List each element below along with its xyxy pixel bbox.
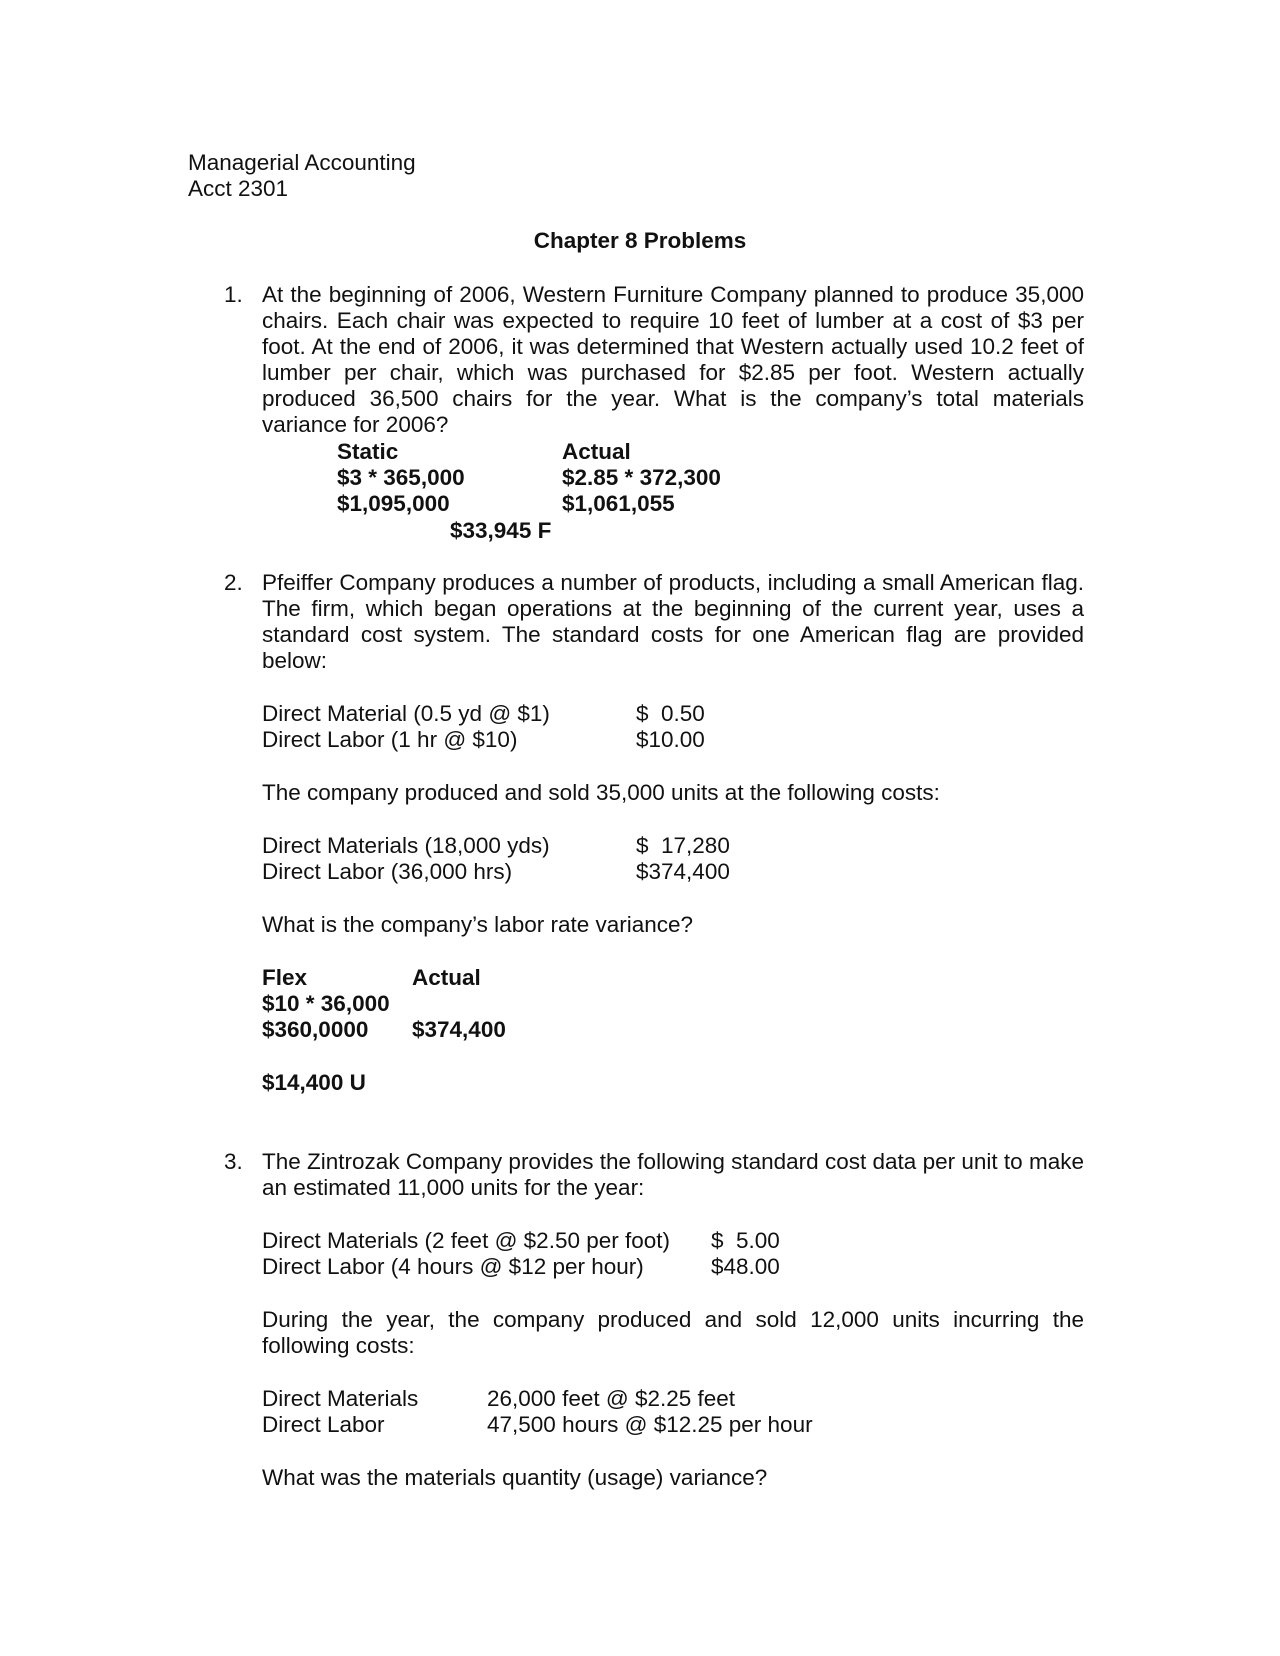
p2-std-value-2: $10.00 bbox=[636, 727, 705, 752]
problem-1-text: At the beginning of 2006, Western Furniture Company planned to produce 35,000 chairs. Each chair was expected to require 10 feet of lumber at a cost of $3 per foot. At the end of 2006, it was determined that Western actually used 10.2 feet of lumber per chair, which was purchased for $2.85 per foot. Western actually produced 36,500 chairs for the year. What is the company’s total materials variance for 2006? bbox=[262, 282, 1084, 437]
p1-actual-header: Actual bbox=[562, 439, 631, 464]
p3-actual-value-1: 26,000 feet @ $2.25 feet bbox=[487, 1386, 736, 1411]
p2-actual-value-1: $ 17,280 bbox=[636, 833, 730, 858]
p3-std-label-2: Direct Labor (4 hours @ $12 per hour) bbox=[262, 1254, 644, 1279]
p2-actual-header: Actual bbox=[412, 965, 481, 990]
p1-actual-calc: $2.85 * 372,300 bbox=[562, 465, 721, 490]
p3-actual-value-2: 47,500 hours @ $12.25 per hour bbox=[487, 1412, 813, 1437]
p2-question: What is the company’s labor rate variance? bbox=[262, 912, 694, 937]
p3-actual-label-2: Direct Labor bbox=[262, 1412, 385, 1437]
p2-actual-label-1: Direct Materials (18,000 yds) bbox=[262, 833, 550, 858]
problem-3-text: The Zintrozak Company provides the following standard cost data per unit to make an estimated 11,000 units for the year: bbox=[262, 1149, 1084, 1200]
p2-std-value-1: $ 0.50 bbox=[636, 701, 705, 726]
p2-flex-total: $360,0000 bbox=[262, 1017, 369, 1042]
p2-std-label-1: Direct Material (0.5 yd @ $1) bbox=[262, 701, 550, 726]
course-name: Managerial Accounting bbox=[188, 150, 416, 175]
p1-actual-total: $1,061,055 bbox=[562, 491, 675, 516]
p3-std-label-1: Direct Materials (2 feet @ $2.50 per foot) bbox=[262, 1228, 671, 1253]
p1-variance: $33,945 F bbox=[450, 518, 552, 543]
problem-2-text: Pfeiffer Company produces a number of products, including a small American flag. The firm, which began operations at the beginning of the current year, uses a standard cost system. The standard costs for one American flag are provided below: bbox=[262, 570, 1084, 673]
course-number: Acct 2301 bbox=[188, 176, 289, 201]
p2-flex-header: Flex bbox=[262, 965, 308, 990]
p3-actual-label-1: Direct Materials bbox=[262, 1386, 419, 1411]
problem-3-number: 3. bbox=[224, 1149, 243, 1174]
p3-during-text: During the year, the company produced and sold 12,000 units incurring the following costs: bbox=[262, 1307, 1084, 1358]
p2-actual-value-2: $374,400 bbox=[636, 859, 730, 884]
p2-flex-calc: $10 * 36,000 bbox=[262, 991, 390, 1016]
p2-actual-label-2: Direct Labor (36,000 hrs) bbox=[262, 859, 513, 884]
page-title: Chapter 8 Problems bbox=[533, 228, 747, 253]
p2-actual-total: $374,400 bbox=[412, 1017, 506, 1042]
problem-1-number: 1. bbox=[224, 282, 243, 307]
p1-static-header: Static bbox=[337, 439, 399, 464]
p3-std-value-1: $ 5.00 bbox=[711, 1228, 780, 1253]
p2-std-label-2: Direct Labor (1 hr @ $10) bbox=[262, 727, 518, 752]
p1-static-calc: $3 * 365,000 bbox=[337, 465, 465, 490]
problem-2-number: 2. bbox=[224, 570, 243, 595]
p2-produced-text: The company produced and sold 35,000 units at the following costs: bbox=[262, 780, 940, 805]
p3-question: What was the materials quantity (usage) variance? bbox=[262, 1465, 768, 1490]
p3-std-value-2: $48.00 bbox=[711, 1254, 780, 1279]
p2-variance: $14,400 U bbox=[262, 1070, 366, 1095]
p1-static-total: $1,095,000 bbox=[337, 491, 450, 516]
